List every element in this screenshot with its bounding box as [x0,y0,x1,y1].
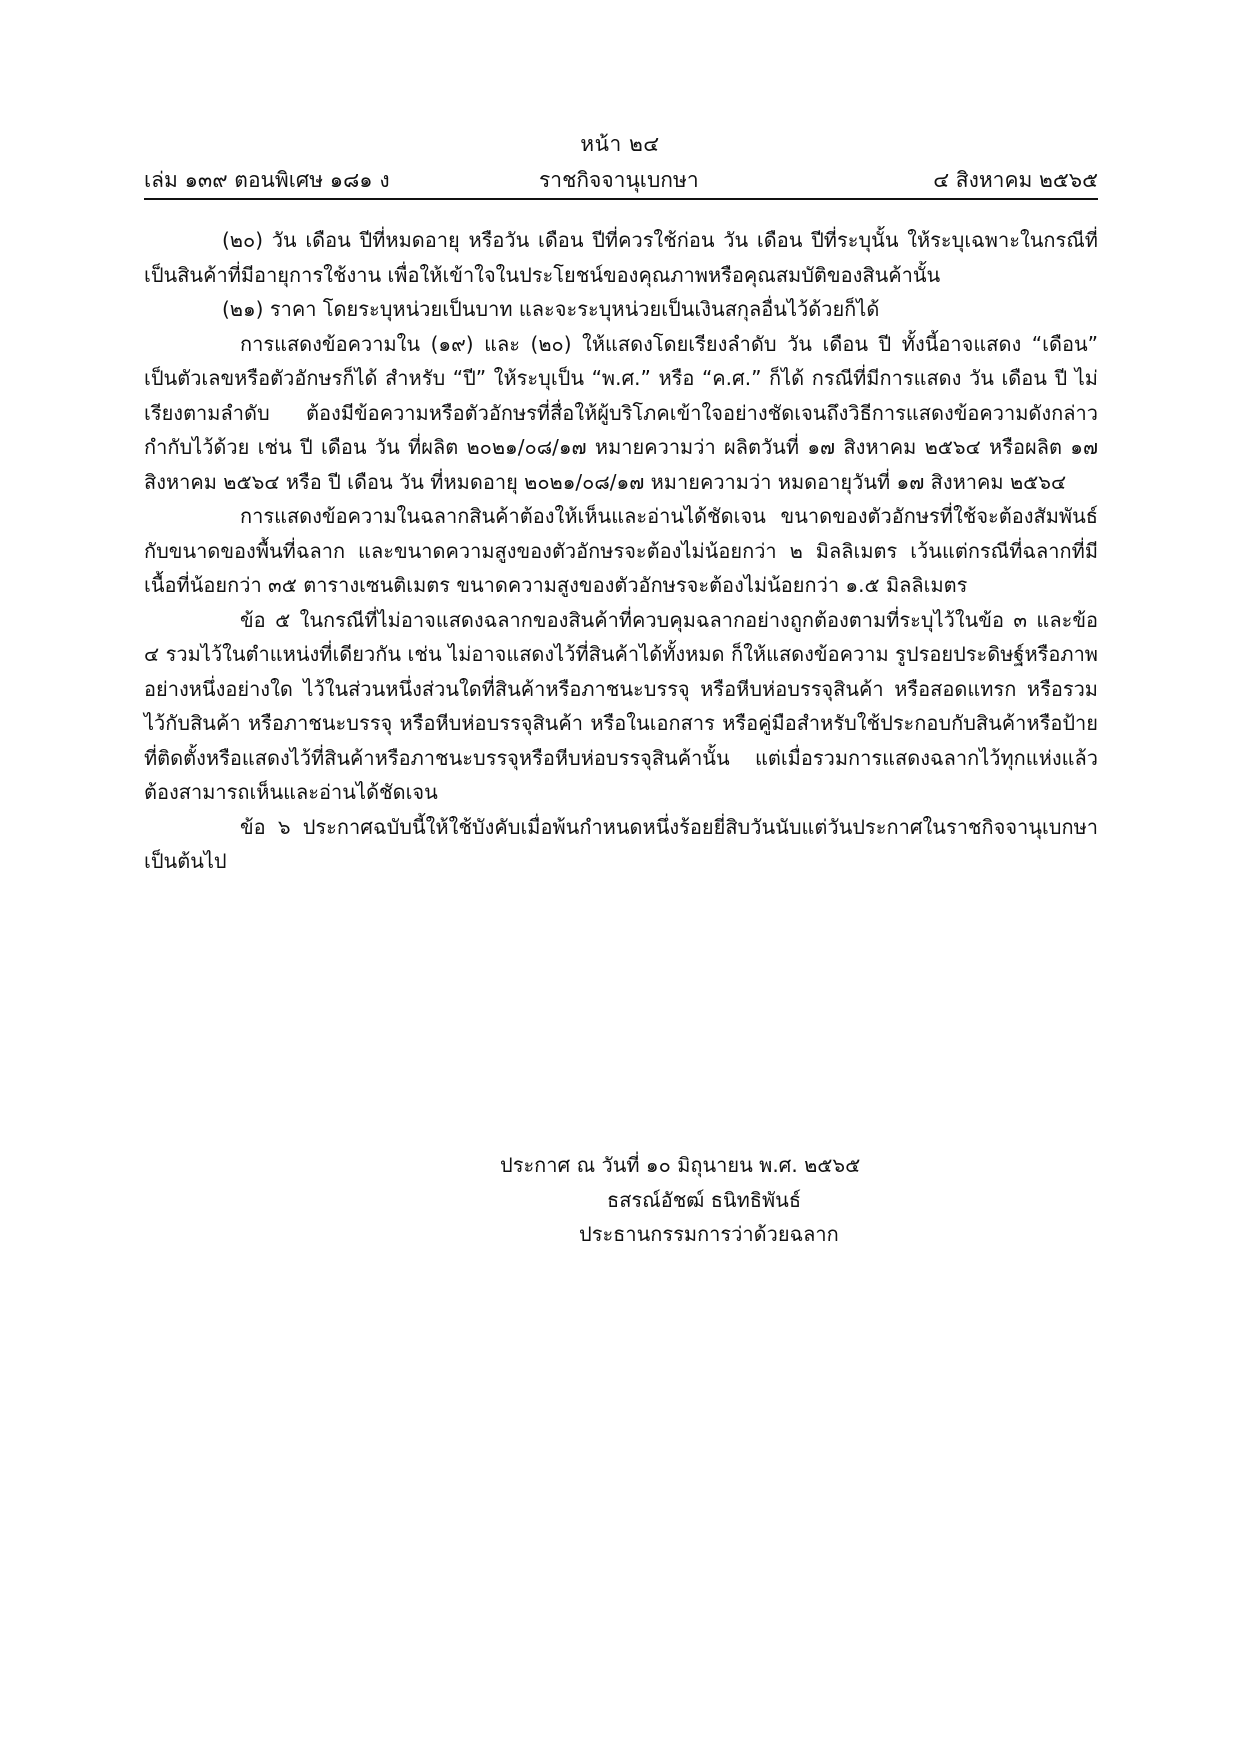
page-number: หน้า ๒๔ [580,132,660,156]
header-volume-issue: เล่ม ๑๓๙ ตอนพิเศษ ๑๘๑ ง [144,168,390,192]
header-gazette-name: ราชกิจจานุเบกษา [539,168,699,192]
header-date: ๔ สิงหาคม ๒๕๖๕ [933,168,1098,192]
paragraph-label-readability: การแสดงข้อความในฉลากสินค้าต้องให้เห็นและอ่านได้ชัดเจน ขนาดของตัวอักษรที่ใช้จะต้องสัมพันธ์กับขนาดของพื้นที่ฉลาก และขนาดความสูงของตัวอักษรจะต้องไม่น้อยกว่า ๒ มิลลิเมตร เว้นแต่กรณีที่ฉลากที่มีเนื้อที่น้อยกว่า ๓๕ ตารางเซนติเมตร ขนาดความสูงของตัวอักษรจะต้องไม่น้อยกว่า ๑.๕ มิลลิเมตร [144,504,1098,597]
paragraph-clause-5: ข้อ ๕ ในกรณีที่ไม่อาจแสดงฉลากของสินค้าที่ควบคุมฉลากอย่างถูกต้องตามที่ระบุไว้ในข้อ ๓ และข้อ ๔ รวมไว้ในตำแหน่งที่เดียวกัน เช่น ไม่อาจแสดงไว้ที่สินค้าได้ทั้งหมด ก็ให้แสดงข้อความ รูปรอยประดิษฐ์หรือภาพ อย่างหนึ่งอย่างใด ไว้ในส่วนหนึ่งส่วนใดที่สินค้าหรือภาชนะบรรจุ หรือหีบห่อบรรจุสินค้า หรือสอดแทรก หรือรวมไว้กับสินค้า หรือภาชนะบรรจุ หรือหีบห่อบรรจุสินค้า หรือในเอกสาร หรือคู่มือสำหรับใช้ประกอบกับสินค้าหรือป้ายที่ติดตั้งหรือแสดงไว้ที่สินค้าหรือภาชนะบรรจุหรือหีบห่อบรรจุสินค้านั้น แต่เมื่อรวมการแสดงฉลากไว้ทุกแห่งแล้ว ต้องสามารถเห็นและอ่านได้ชัดเจน [144,607,1098,804]
signatory-name: ธสรณ์อัชฒ์ ธนิทธิพันธ์ [607,1187,802,1212]
gazette-header [144,164,1098,200]
announcement-body [144,223,1098,879]
paragraph-item-20: (๒๐) วัน เดือน ปีที่หมดอายุ หรือวัน เดือน ปีที่ควรใช้ก่อน วัน เดือน ปีที่ระบุนั้น ให้ระบุเฉพาะในกรณีที่เป็นสินค้าที่มีอายุการใช้งาน เพื่อให้เข้าใจในประโยชน์ของคุณภาพหรือคุณสมบัติของสินค้านั้น [144,228,1098,287]
paragraph-clause-6: ข้อ ๖ ประกาศฉบับนี้ให้ใช้บังคับเมื่อพ้นกำหนดหนึ่งร้อยยี่สิบวันนับแต่วันประกาศในราชกิจจานุเบกษาเป็นต้นไป [144,814,1098,873]
signatory-position: ประธานกรรมการว่าด้วยฉลาก [579,1222,839,1246]
paragraph-item-21: (๒๑) ราคา โดยระบุหน่วยเป็นบาท และจะระบุหน่วยเป็นเงินสกุลอื่นไว้ด้วยก็ได้ [222,297,880,321]
paragraph-date-format: การแสดงข้อความใน (๑๙) และ (๒๐) ให้แสดงโดยเรียงลำดับ วัน เดือน ปี ทั้งนี้อาจแสดง “เดือน” เป็นตัวเลขหรือตัวอักษรก็ได้ สำหรับ “ปี” ให้ระบุเป็น “พ.ศ.” หรือ “ค.ศ.” ก็ได้ กรณีที่มีการแสดง วัน เดือน ปี ไม่เรียงตามลำดับ ต้องมีข้อความหรือตัวอักษรที่สื่อให้ผู้บริโภคเข้าใจอย่างชัดเจนถึงวิธีการแสดงข้อความดังกล่าวกำกับไว้ด้วย เช่น ปี เดือน วัน ที่ผลิต ๒๐๒๑/๐๘/๑๗ หมายความว่า ผลิตวันที่ ๑๗ สิงหาคม ๒๕๖๔ หรือผลิต ๑๗ สิงหาคม ๒๕๖๔ หรือ ปี เดือน วัน ที่หมดอายุ ๒๐๒๑/๐๘/๑๗ หมายความว่า หมดอายุวันที่ ๑๗ สิงหาคม ๒๕๖๔ [144,331,1098,494]
announcement-date: ประกาศ ณ วันที่ ๑๐ มิถุนายน พ.ศ. ๒๕๖๕ [500,1153,861,1177]
signature-block [400,1148,1000,1252]
